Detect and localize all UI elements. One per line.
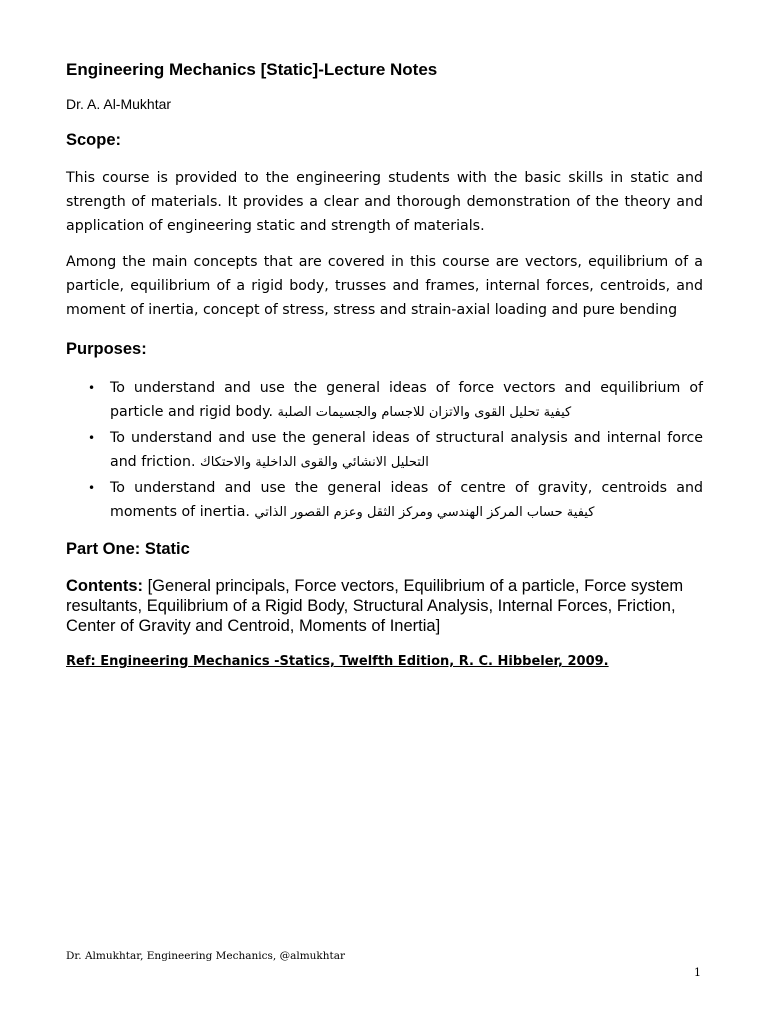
bullet-icon: • (88, 481, 96, 495)
purpose-item-text: To understand and use the general ideas of centre of gravity, centroids and moments of inertia. (110, 480, 703, 520)
bullet-icon: • (88, 431, 96, 445)
scope-paragraph-2: Among the main concepts that are covered in this course are vectors, equilibrium of a particle, equilibrium of a rigid body, trusses and frames, internal forces, centroids, and moment of inertia, concept of stress, stress and strain-axial loading and pure bending (66, 254, 703, 318)
purposes-list (66, 376, 703, 526)
purpose-item-text: To understand and use the general ideas of force vectors and equilibrium of particle and rigid body. (110, 380, 703, 420)
document-author: Dr. A. Al-Mukhtar (66, 96, 172, 112)
contents-text: [General principals, Force vectors, Equilibrium of a particle, Force system resultants, Equilibrium of a Rigid Body, Structural Analysis, Internal Forces, Friction, Center of Gravity and Centroid, Moments of Inertia] (66, 577, 684, 635)
reference-citation: Ref: Engineering Mechanics -Statics, Twelfth Edition, R. C. Hibbeler, 2009. (66, 654, 609, 669)
bullet-icon: • (88, 381, 96, 395)
purpose-item-arabic: كيفية حساب المركز الهندسي ومركز الثقل وعزم القصور الذاتي (254, 505, 595, 520)
page-number: 1 (694, 966, 701, 979)
scope-heading: Scope: (66, 131, 122, 149)
scope-paragraph-1: This course is provided to the engineering students with the basic skills in static and strength of materials. It provides a clear and thorough demonstration of the theory and application of engineering static and strength of materials. (66, 170, 703, 234)
purpose-item-text: To understand and use the general ideas of structural analysis and internal force and friction. (110, 430, 703, 470)
purpose-item (66, 476, 703, 525)
purposes-heading: Purposes: (66, 340, 147, 358)
document-title: Engineering Mechanics [Static]-Lecture Notes (66, 60, 438, 79)
purpose-item (66, 426, 703, 475)
contents-label: Contents: (66, 577, 143, 595)
part-one-heading: Part One: Static (66, 540, 190, 558)
purpose-item-arabic: كيفية تحليل القوى والاتزان للاجسام والجسيمات الصلبة (277, 405, 572, 420)
purpose-item (66, 376, 703, 425)
page-footer: Dr. Almukhtar, Engineering Mechanics, @almukhtar (66, 950, 346, 962)
contents-block (66, 576, 716, 636)
purpose-item-arabic: التحليل الانشائي والقوى الداخلية والاحتكاك (199, 455, 429, 470)
